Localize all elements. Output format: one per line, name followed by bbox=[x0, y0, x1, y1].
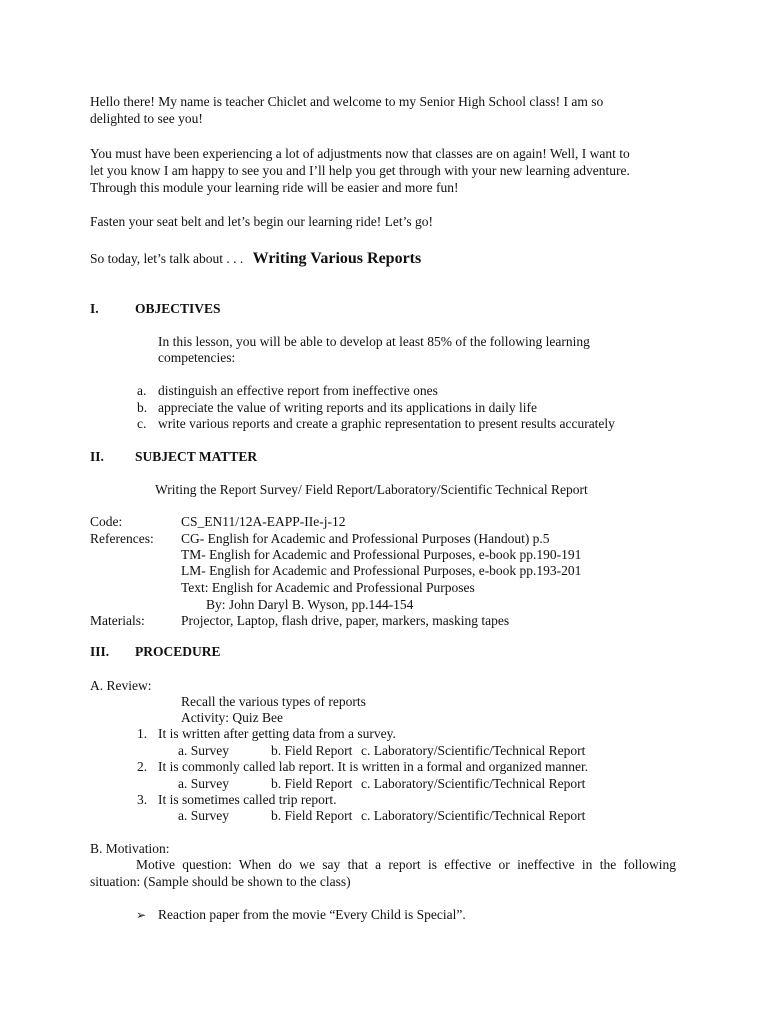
references-label: References: bbox=[90, 531, 154, 546]
motive-question: Motive question: When do we say that a report is effective or ineffective in the following bbox=[136, 857, 676, 872]
list-marker: a. bbox=[137, 383, 147, 398]
option-a: a. Survey bbox=[178, 743, 229, 758]
review-label: A. Review: bbox=[90, 678, 152, 693]
option-b: b. Field Report bbox=[271, 743, 353, 758]
intro-line: Through this module your learning ride will be easier and more fun! bbox=[90, 180, 459, 195]
objectives-intro: In this lesson, you will be able to develop at least 85% of the following learning bbox=[158, 334, 590, 349]
list-item: appreciate the value of writing reports and its applications in daily life bbox=[158, 400, 538, 415]
review-line: Recall the various types of reports bbox=[181, 694, 366, 709]
list-marker: b. bbox=[137, 400, 148, 415]
objectives-intro: competencies: bbox=[158, 350, 236, 365]
bullet-text: Reaction paper from the movie “Every Child is Special”. bbox=[158, 907, 466, 922]
list-item: write various reports and create a graphic representation to present results accurately bbox=[158, 416, 615, 431]
review-line: Activity: Quiz Bee bbox=[181, 710, 283, 725]
list-marker: c. bbox=[137, 416, 147, 431]
question-text: It is sometimes called trip report. bbox=[158, 792, 337, 807]
today-prefix: So today, let’s talk about . . . bbox=[90, 251, 244, 266]
option-b: b. Field Report bbox=[271, 808, 353, 823]
section-number: II. bbox=[90, 449, 104, 464]
section-number: III. bbox=[90, 644, 110, 659]
question-number: 1. bbox=[137, 726, 148, 741]
lesson-title: Writing Various Reports bbox=[252, 250, 422, 267]
option-c: c. Laboratory/Scientific/Technical Report bbox=[361, 808, 586, 823]
section-heading: PROCEDURE bbox=[135, 644, 221, 659]
reference-author: By: John Daryl B. Wyson, pp.144-154 bbox=[206, 597, 414, 612]
intro-line: Fasten your seat belt and let’s begin our learning ride! Let’s go! bbox=[90, 214, 434, 229]
intro-line: Hello there! My name is teacher Chiclet and welcome to my Senior High School class! I am so bbox=[90, 94, 604, 109]
motivation-label: B. Motivation: bbox=[90, 841, 170, 856]
reference-item: Text: English for Academic and Professional Purposes bbox=[181, 580, 475, 595]
intro-line: let you know I am happy to see you and I’ll help you get through with your new learning adventure. bbox=[90, 163, 630, 178]
section-heading: SUBJECT MATTER bbox=[135, 449, 258, 464]
arrow-bullet-icon: ➢ bbox=[136, 908, 147, 922]
question-number: 2. bbox=[137, 759, 148, 774]
intro-line: You must have been experiencing a lot of adjustments now that classes are on again! Well, I want to bbox=[90, 146, 630, 161]
reference-item: TM- English for Academic and Professional Purposes, e-book pp.190-191 bbox=[181, 547, 582, 562]
code-value: CS_EN11/12A-EAPP-IIe-j-12 bbox=[181, 514, 346, 529]
reference-item: CG- English for Academic and Professional Purposes (Handout) p.5 bbox=[181, 531, 550, 546]
option-b: b. Field Report bbox=[271, 776, 353, 791]
list-item: distinguish an effective report from ineffective ones bbox=[158, 383, 438, 398]
question-text: It is written after getting data from a survey. bbox=[158, 726, 396, 741]
reference-item: LM- English for Academic and Professional Purposes, e-book pp.193-201 bbox=[181, 563, 582, 578]
code-label: Code: bbox=[90, 514, 123, 529]
intro-line: delighted to see you! bbox=[90, 111, 203, 126]
materials-label: Materials: bbox=[90, 613, 145, 628]
subject-topic: Writing the Report Survey/ Field Report/Laboratory/Scientific Technical Report bbox=[155, 482, 588, 497]
section-number: I. bbox=[90, 301, 99, 316]
question-number: 3. bbox=[137, 792, 148, 807]
option-c: c. Laboratory/Scientific/Technical Report bbox=[361, 776, 586, 791]
motive-question: situation: (Sample should be shown to the class) bbox=[90, 874, 351, 889]
question-text: It is commonly called lab report. It is written in a formal and organized manner. bbox=[158, 759, 589, 774]
option-a: a. Survey bbox=[178, 808, 229, 823]
section-heading: OBJECTIVES bbox=[135, 301, 221, 316]
option-c: c. Laboratory/Scientific/Technical Report bbox=[361, 743, 586, 758]
today-line bbox=[90, 251, 421, 267]
option-a: a. Survey bbox=[178, 776, 229, 791]
materials-value: Projector, Laptop, flash drive, paper, markers, masking tapes bbox=[181, 613, 510, 628]
